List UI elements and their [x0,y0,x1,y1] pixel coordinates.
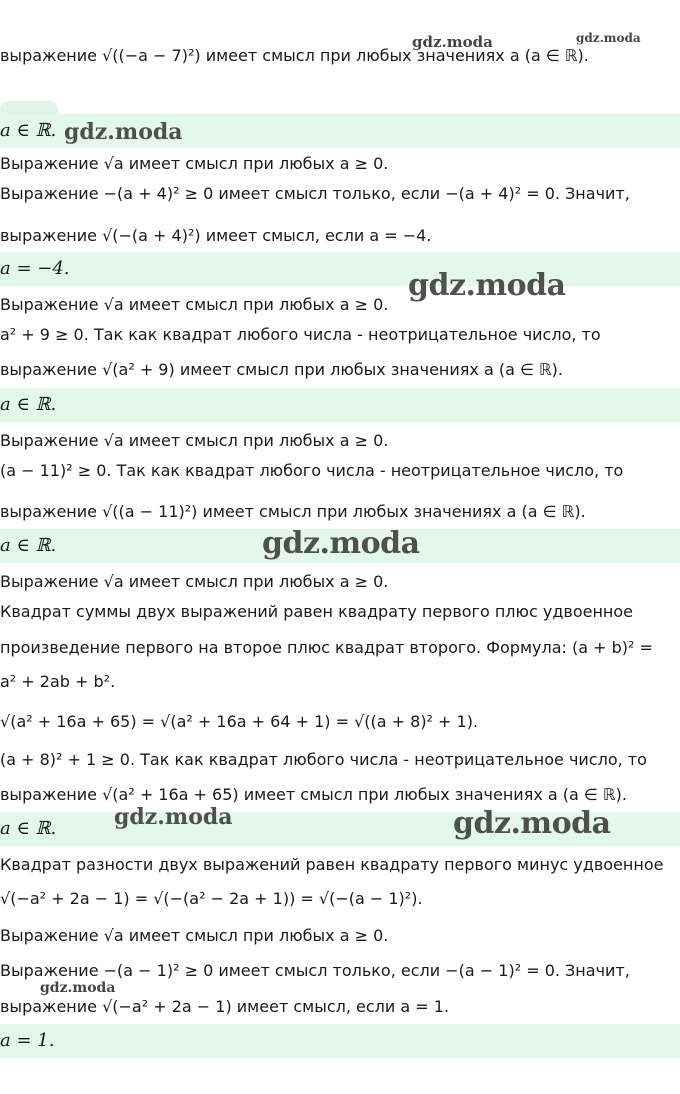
text-line: √(a² + 16a + 65) = √(a² + 16a + 64 + 1) = √((a + 8)² + 1). [0,712,479,731]
text-line: выражение √(a² + 9) имеет смысл при любых значениях a (a ∈ ℝ). [0,360,563,379]
watermark: gdz.moda [453,806,611,841]
text-line: выражение √((a − 11)²) имеет смысл при любых значениях a (a ∈ ℝ). [0,502,586,521]
text-line: выражение √(−(a + 4)²) имеет смысл, если a = −4. [0,226,432,245]
text-line: Выражение √a имеет смысл при любых a ≥ 0. [0,926,389,945]
text-line: выражение √(a² + 16a + 65) имеет смысл при любых значениях a (a ∈ ℝ). [0,785,627,804]
watermark: gdz.moda [408,268,566,303]
watermark: gdz.moda [114,804,233,830]
text-line: выражение √(−a² + 2a − 1) имеет смысл, если a = 1. [0,997,450,1016]
watermark: gdz.moda [40,980,116,996]
text-line: Выражение √a имеет смысл при любых a ≥ 0. [0,431,389,450]
watermark: gdz.moda [576,31,641,45]
text-line: a² + 2ab + b². [0,672,116,691]
watermark: gdz.moda [262,526,420,561]
answer-line: a = 1. [0,1024,680,1058]
answer-line: a ∈ ℝ. [0,812,680,846]
text-line: произведение первого на второе плюс квадрат второго. Формула: (a + b)² = [0,638,653,657]
watermark: gdz.moda [64,119,183,145]
text-line: a² + 9 ≥ 0. Так как квадрат любого числа - неотрицательное число, то [0,325,601,344]
text-line: (a + 8)² + 1 ≥ 0. Так как квадрат любого числа - неотрицательное число, то [0,750,647,769]
watermark: gdz.moda [412,33,493,51]
text-line: Выражение √a имеет смысл при любых a ≥ 0. [0,572,389,591]
answer-line: a ∈ ℝ. [0,529,680,563]
text-line: Выражение −(a − 1)² ≥ 0 имеет смысл только, если −(a − 1)² = 0. Значит, [0,961,630,980]
text-line: Выражение −(a + 4)² ≥ 0 имеет смысл только, если −(a + 4)² = 0. Значит, [0,184,630,203]
text-line: Квадрат разности двух выражений равен квадрату первого минус удвоенное [0,855,664,874]
answer-line: a = −4. [0,252,680,286]
answer-line: a ∈ ℝ. [0,114,680,148]
answer-line: a ∈ ℝ. [0,388,680,422]
text-line: выражение √((−a − 7)²) имеет смысл при любых значениях a (a ∈ ℝ). [0,46,589,65]
text-line: Квадрат суммы двух выражений равен квадрату первого плюс удвоенное [0,602,634,621]
text-line: Выражение √a имеет смысл при любых a ≥ 0. [0,154,389,173]
text-line: (a − 11)² ≥ 0. Так как квадрат любого числа - неотрицательное число, то [0,461,624,480]
text-line: √(−a² + 2a − 1) = √(−(a² − 2a + 1)) = √(−(a − 1)²). [0,889,423,908]
text-line: Выражение √a имеет смысл при любых a ≥ 0. [0,295,389,314]
